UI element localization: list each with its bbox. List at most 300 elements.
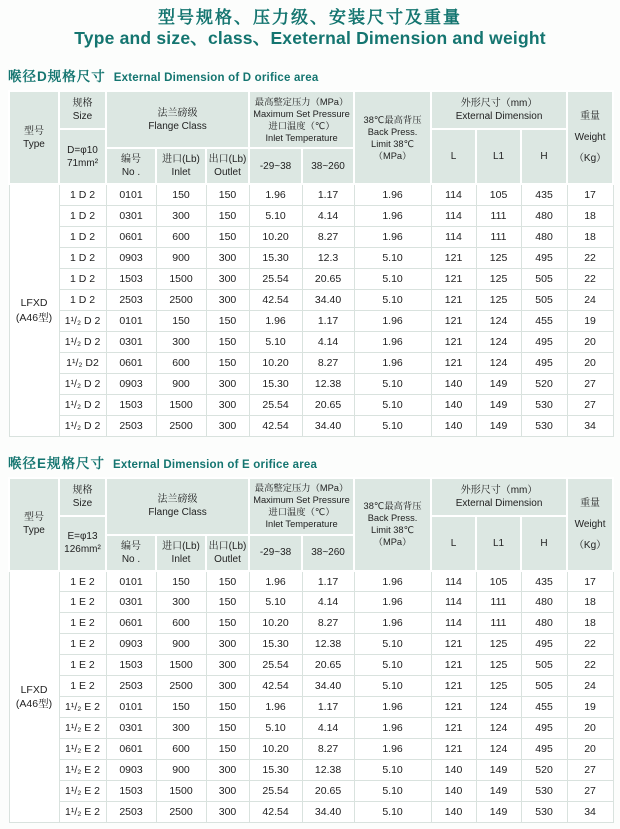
table-cell: 0101 <box>106 310 156 331</box>
table-cell: 27 <box>567 781 613 802</box>
page-title-zh: 型号规格、压力级、安装尺寸及重量 <box>158 8 462 27</box>
table-cell: 1 E 2 <box>59 634 106 655</box>
table-row <box>9 571 613 592</box>
table-cell: 19 <box>567 697 613 718</box>
header-size-spec: D=φ10 71mm² <box>59 129 106 184</box>
table-body-d <box>9 184 613 436</box>
table-cell: 150 <box>206 205 249 226</box>
header-type: 型号 Type <box>9 91 59 184</box>
table-row <box>9 184 613 205</box>
table-cell: 5.10 <box>354 247 431 268</box>
table-cell: 1¹/₂ E 2 <box>59 781 106 802</box>
table-cell: 140 <box>431 802 476 823</box>
table-cell: 8.27 <box>302 739 354 760</box>
table-cell: 1 E 2 <box>59 613 106 634</box>
table-cell: 5.10 <box>354 373 431 394</box>
table-cell: 121 <box>431 739 476 760</box>
table-row <box>9 739 613 760</box>
table-cell: 530 <box>521 781 567 802</box>
table-cell: 121 <box>431 676 476 697</box>
table-cell: 10.20 <box>249 739 302 760</box>
table-cell: 530 <box>521 394 567 415</box>
table-cell: 495 <box>521 352 567 373</box>
table-cell: 1.96 <box>249 571 302 592</box>
table-cell: 505 <box>521 289 567 310</box>
table-cell: 12.38 <box>302 373 354 394</box>
table-cell: 121 <box>431 718 476 739</box>
table-cell: 495 <box>521 247 567 268</box>
table-cell: 1.96 <box>249 184 302 205</box>
table-cell: 42.54 <box>249 289 302 310</box>
table-cell: 15.30 <box>249 634 302 655</box>
table-cell: 2500 <box>156 802 206 823</box>
table-cell: 1.96 <box>354 571 431 592</box>
table-cell: 2503 <box>106 676 156 697</box>
table-cell: 300 <box>156 331 206 352</box>
table-cell: 0903 <box>106 760 156 781</box>
table-cell: 15.30 <box>249 247 302 268</box>
table-row <box>9 205 613 226</box>
table-cell: 435 <box>521 184 567 205</box>
table-cell: 34.40 <box>302 802 354 823</box>
header-col-l: L <box>431 516 476 571</box>
header-size: 规格 Size <box>59 478 106 516</box>
table-cell: 1.17 <box>302 184 354 205</box>
table-cell: 114 <box>431 184 476 205</box>
table-cell: 125 <box>476 247 521 268</box>
table-cell: 42.54 <box>249 802 302 823</box>
table-cell: 0101 <box>106 571 156 592</box>
table-cell: 34.40 <box>302 676 354 697</box>
section-heading-d-en: External Dimension of D orifice area <box>113 72 319 85</box>
table-row <box>9 718 613 739</box>
header-max-set-pressure: 最高整定压力（MPa） Maximum Set Pressure 进口温度（℃） Inlet Temperature <box>249 478 354 535</box>
table-cell: 150 <box>206 226 249 247</box>
table-cell: 1503 <box>106 394 156 415</box>
table-cell: 125 <box>476 634 521 655</box>
table-cell: 300 <box>206 394 249 415</box>
header-temp-range-2: 38~260 <box>302 148 354 184</box>
table-cell: 22 <box>567 634 613 655</box>
table-cell: 520 <box>521 760 567 781</box>
table-cell: 22 <box>567 247 613 268</box>
header-size-spec: E=φ13 126mm² <box>59 516 106 571</box>
table-cell: 124 <box>476 352 521 373</box>
table-cell: 4.14 <box>302 331 354 352</box>
table-cell: 18 <box>567 592 613 613</box>
table-cell: 600 <box>156 352 206 373</box>
header-weight: 重量 Weight （Kg） <box>567 91 613 184</box>
table-cell: 34.40 <box>302 289 354 310</box>
table-cell: 125 <box>476 676 521 697</box>
section-heading-e-en: External Dimension of E orifice area <box>113 458 318 471</box>
table-cell: 15.30 <box>249 373 302 394</box>
table-cell: 300 <box>206 289 249 310</box>
table-cell: 1503 <box>106 655 156 676</box>
table-cell: 150 <box>206 718 249 739</box>
table-cell: 114 <box>431 613 476 634</box>
table-cell: 111 <box>476 205 521 226</box>
header-outlet: 出口(Lb) Outlet <box>206 148 249 184</box>
table-cell: 300 <box>206 415 249 436</box>
table-cell: 300 <box>206 781 249 802</box>
table-cell: 5.10 <box>354 415 431 436</box>
page-title <box>0 0 620 50</box>
table-cell: 455 <box>521 697 567 718</box>
header-col-l1: L1 <box>476 516 521 571</box>
table-cell: 455 <box>521 310 567 331</box>
table-cell: 150 <box>206 739 249 760</box>
table-cell: 1.96 <box>354 205 431 226</box>
table-cell: 150 <box>156 571 206 592</box>
header-col-h: H <box>521 129 567 184</box>
table-cell: 435 <box>521 571 567 592</box>
header-external-dimension: 外形尺寸（mm） External Dimension <box>431 91 567 129</box>
table-cell: 20.65 <box>302 394 354 415</box>
table-cell: 125 <box>476 289 521 310</box>
table-cell: 1 E 2 <box>59 592 106 613</box>
table-cell: 8.27 <box>302 226 354 247</box>
table-row <box>9 310 613 331</box>
table-row <box>9 760 613 781</box>
table-cell: 1.96 <box>354 739 431 760</box>
header-external-dimension: 外形尺寸（mm） External Dimension <box>431 478 567 516</box>
table-cell: 12.38 <box>302 634 354 655</box>
table-cell: 140 <box>431 373 476 394</box>
table-cell: 600 <box>156 739 206 760</box>
table-cell: 495 <box>521 739 567 760</box>
table-cell: 1.96 <box>354 718 431 739</box>
table-cell: 900 <box>156 373 206 394</box>
header-temp-range-1: -29~38 <box>249 535 302 571</box>
table-cell: 124 <box>476 739 521 760</box>
table-cell: 0903 <box>106 634 156 655</box>
table-cell: 150 <box>206 184 249 205</box>
header-weight: 重量 Weight （Kg） <box>567 478 613 571</box>
table-cell: 124 <box>476 331 521 352</box>
table-cell: 18 <box>567 613 613 634</box>
table-cell: 140 <box>431 781 476 802</box>
table-cell: 1.17 <box>302 310 354 331</box>
table-row <box>9 415 613 436</box>
table-cell: 20.65 <box>302 268 354 289</box>
table-cell: 480 <box>521 613 567 634</box>
header-col-h: H <box>521 516 567 571</box>
table-cell: 1.96 <box>354 226 431 247</box>
table-cell: 300 <box>206 373 249 394</box>
table-cell: 5.10 <box>354 802 431 823</box>
table-cell: 5.10 <box>354 676 431 697</box>
table-cell: 5.10 <box>354 781 431 802</box>
table-cell: 150 <box>206 613 249 634</box>
section-heading-d-zh: 喉径D规格尺寸 <box>8 69 106 85</box>
table-cell: 1¹/₂ E 2 <box>59 760 106 781</box>
table-cell: 20 <box>567 352 613 373</box>
section-heading-e-zh: 喉径E规格尺寸 <box>8 455 106 471</box>
table-row <box>9 268 613 289</box>
table-cell: 4.14 <box>302 592 354 613</box>
table-cell: 1.96 <box>354 697 431 718</box>
table-cell: 2503 <box>106 289 156 310</box>
table-row <box>9 226 613 247</box>
table-cell: 140 <box>431 394 476 415</box>
table-cell: 25.54 <box>249 394 302 415</box>
table-row <box>9 697 613 718</box>
table-cell: 600 <box>156 613 206 634</box>
table-cell: 149 <box>476 415 521 436</box>
table-cell: 20 <box>567 739 613 760</box>
table-cell: 5.10 <box>354 268 431 289</box>
table-cell: 5.10 <box>354 760 431 781</box>
table-cell: 149 <box>476 394 521 415</box>
table-row <box>9 802 613 823</box>
table-cell: 121 <box>431 331 476 352</box>
table-cell: 1¹/₂ E 2 <box>59 697 106 718</box>
table-cell: 5.10 <box>249 718 302 739</box>
table-cell: 0601 <box>106 352 156 373</box>
table-cell: 1.17 <box>302 571 354 592</box>
table-cell: 5.10 <box>354 289 431 310</box>
table-cell: 1 E 2 <box>59 655 106 676</box>
table-cell: 0301 <box>106 205 156 226</box>
table-cell: 125 <box>476 268 521 289</box>
table-cell: 4.14 <box>302 718 354 739</box>
table-cell: 1.96 <box>354 592 431 613</box>
table-cell: 20 <box>567 331 613 352</box>
table-cell: 42.54 <box>249 676 302 697</box>
table-cell: 300 <box>206 676 249 697</box>
table-cell: 20.65 <box>302 781 354 802</box>
table-cell: 140 <box>431 760 476 781</box>
header-back-pressure: 38℃最高背压 Back Press. Limit 38℃ （MPa） <box>354 91 431 184</box>
header-size: 规格 Size <box>59 91 106 129</box>
table-cell: 1.96 <box>354 310 431 331</box>
table-cell: 149 <box>476 781 521 802</box>
table-cell: 1.96 <box>354 184 431 205</box>
table-cell: 150 <box>156 697 206 718</box>
table-cell: 1503 <box>106 781 156 802</box>
table-cell: 8.27 <box>302 613 354 634</box>
table-cell: 1¹/₂ E 2 <box>59 802 106 823</box>
table-cell: 0301 <box>106 592 156 613</box>
table-cell: 121 <box>431 268 476 289</box>
table-cell: 495 <box>521 634 567 655</box>
table-cell: 300 <box>156 718 206 739</box>
table-cell: 22 <box>567 655 613 676</box>
table-cell: 0101 <box>106 697 156 718</box>
table-cell: 34 <box>567 802 613 823</box>
header-type: 型号 Type <box>9 478 59 571</box>
table-cell: 124 <box>476 697 521 718</box>
table-cell: 300 <box>206 802 249 823</box>
table-row <box>9 613 613 634</box>
table-cell: 300 <box>206 760 249 781</box>
table-cell: 121 <box>431 310 476 331</box>
table-cell: 1500 <box>156 655 206 676</box>
table-cell: 600 <box>156 226 206 247</box>
page-title-en: Type and size、class、Exeternal Dimension and weight <box>74 28 546 49</box>
table-cell: 10.20 <box>249 352 302 373</box>
table-cell: 20.65 <box>302 655 354 676</box>
table-cell: 1500 <box>156 268 206 289</box>
table-cell: 300 <box>206 634 249 655</box>
table-cell: 2500 <box>156 289 206 310</box>
table-cell: 1500 <box>156 781 206 802</box>
header-outlet: 出口(Lb) Outlet <box>206 535 249 571</box>
table-row <box>9 247 613 268</box>
table-cell: 1¹/₂ D 2 <box>59 394 106 415</box>
table-row <box>9 676 613 697</box>
table-cell: 495 <box>521 718 567 739</box>
type-cell: LFXD (A46型) <box>9 184 59 436</box>
table-cell: 5.10 <box>249 331 302 352</box>
table-cell: 900 <box>156 634 206 655</box>
table-cell: 150 <box>206 697 249 718</box>
table-cell: 22 <box>567 268 613 289</box>
table-cell: 121 <box>431 289 476 310</box>
table-cell: 17 <box>567 184 613 205</box>
table-cell: 10.20 <box>249 613 302 634</box>
table-row <box>9 781 613 802</box>
table-cell: 150 <box>156 184 206 205</box>
table-cell: 149 <box>476 760 521 781</box>
table-cell: 300 <box>206 268 249 289</box>
table-cell: 42.54 <box>249 415 302 436</box>
table-cell: 2503 <box>106 415 156 436</box>
table-cell: 530 <box>521 415 567 436</box>
table-cell: 149 <box>476 802 521 823</box>
spec-table-e <box>8 477 614 824</box>
header-inlet: 进口(Lb) Inlet <box>156 535 206 571</box>
table-row <box>9 634 613 655</box>
table-cell: 111 <box>476 613 521 634</box>
table-cell: 1¹/₂ D 2 <box>59 331 106 352</box>
header-no: 编号 No . <box>106 148 156 184</box>
table-cell: 900 <box>156 760 206 781</box>
header-max-set-pressure: 最高整定压力（MPa） Maximum Set Pressure 进口温度（℃） Inlet Temperature <box>249 91 354 148</box>
table-cell: 1.17 <box>302 697 354 718</box>
table-cell: 5.10 <box>354 655 431 676</box>
table-cell: 1.96 <box>354 331 431 352</box>
table-cell: 150 <box>206 592 249 613</box>
table-cell: 1¹/₂ E 2 <box>59 739 106 760</box>
section-heading-e <box>8 452 612 472</box>
table-cell: 18 <box>567 226 613 247</box>
table-row <box>9 655 613 676</box>
table-cell: 150 <box>206 571 249 592</box>
header-temp-range-2: 38~260 <box>302 535 354 571</box>
table-cell: 1¹/₂ D 2 <box>59 373 106 394</box>
table-cell: 1 D 2 <box>59 289 106 310</box>
table-cell: 1¹/₂ E 2 <box>59 718 106 739</box>
table-cell: 5.10 <box>354 634 431 655</box>
header-flange-class: 法兰磅级 Flange Class <box>106 91 249 148</box>
table-cell: 24 <box>567 676 613 697</box>
table-cell: 114 <box>431 571 476 592</box>
table-cell: 150 <box>206 310 249 331</box>
table-cell: 300 <box>156 205 206 226</box>
table-cell: 105 <box>476 571 521 592</box>
header-col-l: L <box>431 129 476 184</box>
table-cell: 149 <box>476 373 521 394</box>
table-cell: 1¹/₂ D 2 <box>59 310 106 331</box>
table-row <box>9 289 613 310</box>
table-row <box>9 394 613 415</box>
table-cell: 300 <box>206 247 249 268</box>
table-row <box>9 373 613 394</box>
table-cell: 520 <box>521 373 567 394</box>
table-cell: 121 <box>431 247 476 268</box>
table-cell: 1 D 2 <box>59 184 106 205</box>
table-cell: 25.54 <box>249 781 302 802</box>
header-no: 编号 No . <box>106 535 156 571</box>
header-temp-range-1: -29~38 <box>249 148 302 184</box>
table-cell: 150 <box>206 331 249 352</box>
table-cell: 1 D 2 <box>59 268 106 289</box>
table-cell: 1 E 2 <box>59 571 106 592</box>
table-cell: 1.96 <box>249 310 302 331</box>
table-cell: 1.96 <box>354 352 431 373</box>
table-cell: 124 <box>476 310 521 331</box>
table-cell: 505 <box>521 268 567 289</box>
header-back-pressure: 38℃最高背压 Back Press. Limit 38℃ （MPa） <box>354 478 431 571</box>
table-cell: 124 <box>476 718 521 739</box>
table-cell: 140 <box>431 415 476 436</box>
table-cell: 0301 <box>106 718 156 739</box>
table-cell: 2500 <box>156 676 206 697</box>
table-cell: 121 <box>431 634 476 655</box>
table-cell: 12.3 <box>302 247 354 268</box>
table-cell: 1.96 <box>354 613 431 634</box>
table-cell: 12.38 <box>302 760 354 781</box>
table-row <box>9 592 613 613</box>
table-cell: 5.10 <box>249 592 302 613</box>
table-cell: 300 <box>156 592 206 613</box>
table-cell: 10.20 <box>249 226 302 247</box>
table-body-e <box>9 571 613 823</box>
table-cell: 34 <box>567 415 613 436</box>
table-cell: 530 <box>521 802 567 823</box>
table-cell: 114 <box>431 592 476 613</box>
table-cell: 0301 <box>106 331 156 352</box>
table-cell: 24 <box>567 289 613 310</box>
table-cell: 27 <box>567 394 613 415</box>
table-cell: 0903 <box>106 373 156 394</box>
table-cell: 0601 <box>106 739 156 760</box>
table-cell: 5.10 <box>354 394 431 415</box>
table-cell: 19 <box>567 310 613 331</box>
table-cell: 1¹/₂ D 2 <box>59 415 106 436</box>
table-cell: 0903 <box>106 247 156 268</box>
table-cell: 2503 <box>106 802 156 823</box>
section-heading-d <box>8 65 612 85</box>
table-cell: 1 D 2 <box>59 226 106 247</box>
table-cell: 34.40 <box>302 415 354 436</box>
table-cell: 900 <box>156 247 206 268</box>
table-cell: 150 <box>156 310 206 331</box>
table-cell: 121 <box>431 352 476 373</box>
table-cell: 20 <box>567 718 613 739</box>
table-cell: 25.54 <box>249 655 302 676</box>
table-cell: 4.14 <box>302 205 354 226</box>
table-cell: 0601 <box>106 613 156 634</box>
table-cell: 1 D 2 <box>59 205 106 226</box>
table-cell: 150 <box>206 352 249 373</box>
table-cell: 18 <box>567 205 613 226</box>
table-cell: 1500 <box>156 394 206 415</box>
spec-table-d <box>8 90 614 437</box>
table-cell: 121 <box>431 655 476 676</box>
